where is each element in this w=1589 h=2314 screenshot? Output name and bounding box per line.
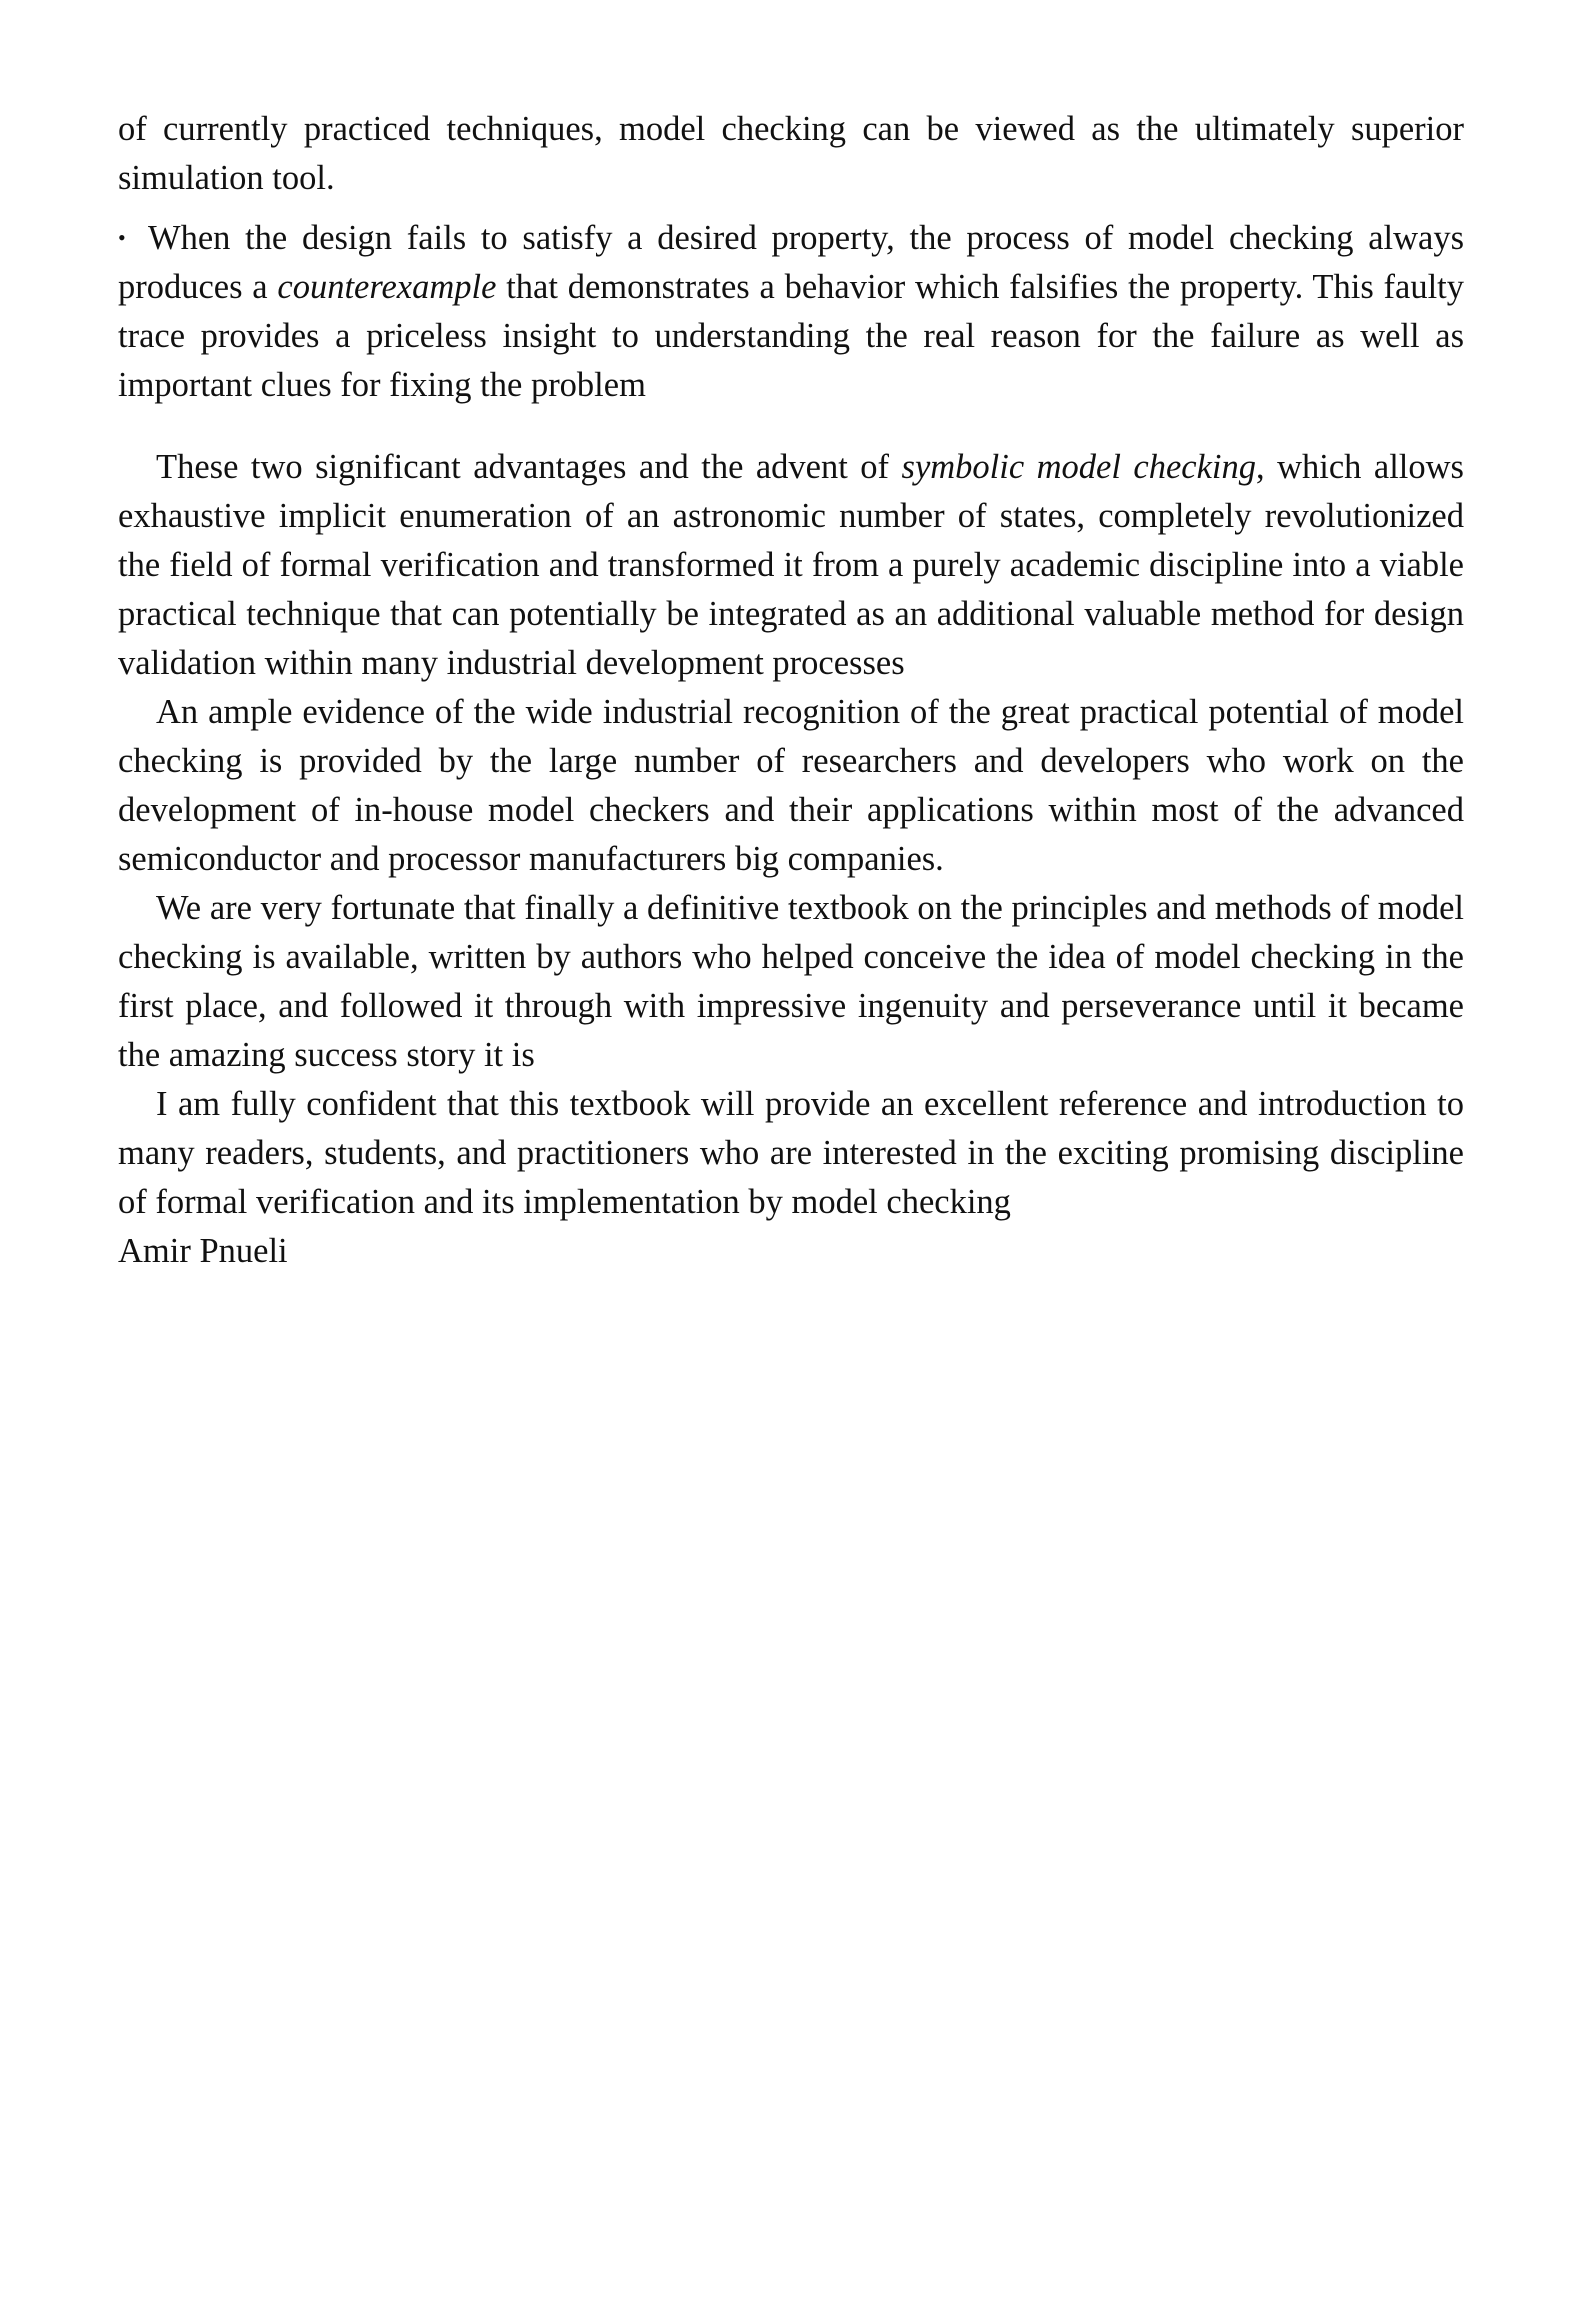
bullet-icon: • [118, 225, 126, 250]
bullet-continuation: of currently practiced techniques, model checking can be viewed as the ultimately superior simulation tool. [118, 110, 1464, 197]
bullet-text-end: that demonstrates a behavior which falsifies the property. This faulty trace provides a priceless insight to understanding the real reason for the failure as well as important clues for fixing the problem [118, 268, 1464, 404]
paragraph-confidence: I am fully confident that this textbook will provide an excellent reference and introduction to many readers, students, and practitioners who are interested in the exciting promising discipline of formal verification and its implementation by model checking [118, 1085, 1464, 1221]
bullet-item-counterexample [118, 213, 1464, 410]
signature: Amir Pnueli [118, 1232, 288, 1270]
paragraph-text-end: , which allows exhaustive implicit enumeration of an astronomic number of states, completely revolutionized the field of formal verification and transformed it from a purely academic discipline into a viable practical technique that can potentially be integrated as an additional valuable method for design validation within many industrial development processes [118, 448, 1464, 682]
paragraph-advantages [118, 443, 1464, 688]
paragraph-text-start: These two significant advantages and the advent of [156, 448, 902, 486]
paragraph-emphasis: symbolic model checking [901, 448, 1257, 486]
paragraph-industrial-recognition: An ample evidence of the wide industrial recognition of the great practical potential of model checking is provided by the large number of researchers and developers who work on the development of in-house model checkers and their applications within most of the advanced semiconductor and processor manufacturers big companies. [118, 693, 1464, 878]
paragraph-textbook: We are very fortunate that finally a definitive textbook on the principles and methods of model checking is available, written by authors who helped conceive the idea of model checking in the first place, and followed it through with impressive ingenuity and perseverance until it became the amazing success story it is [118, 889, 1464, 1074]
bullet-emphasis: counterexample [277, 268, 497, 306]
foreword-page [118, 105, 1464, 1276]
bullet-text-start: When the design fails to satisfy a desired property, the process of model checking always produces a [118, 219, 1464, 306]
